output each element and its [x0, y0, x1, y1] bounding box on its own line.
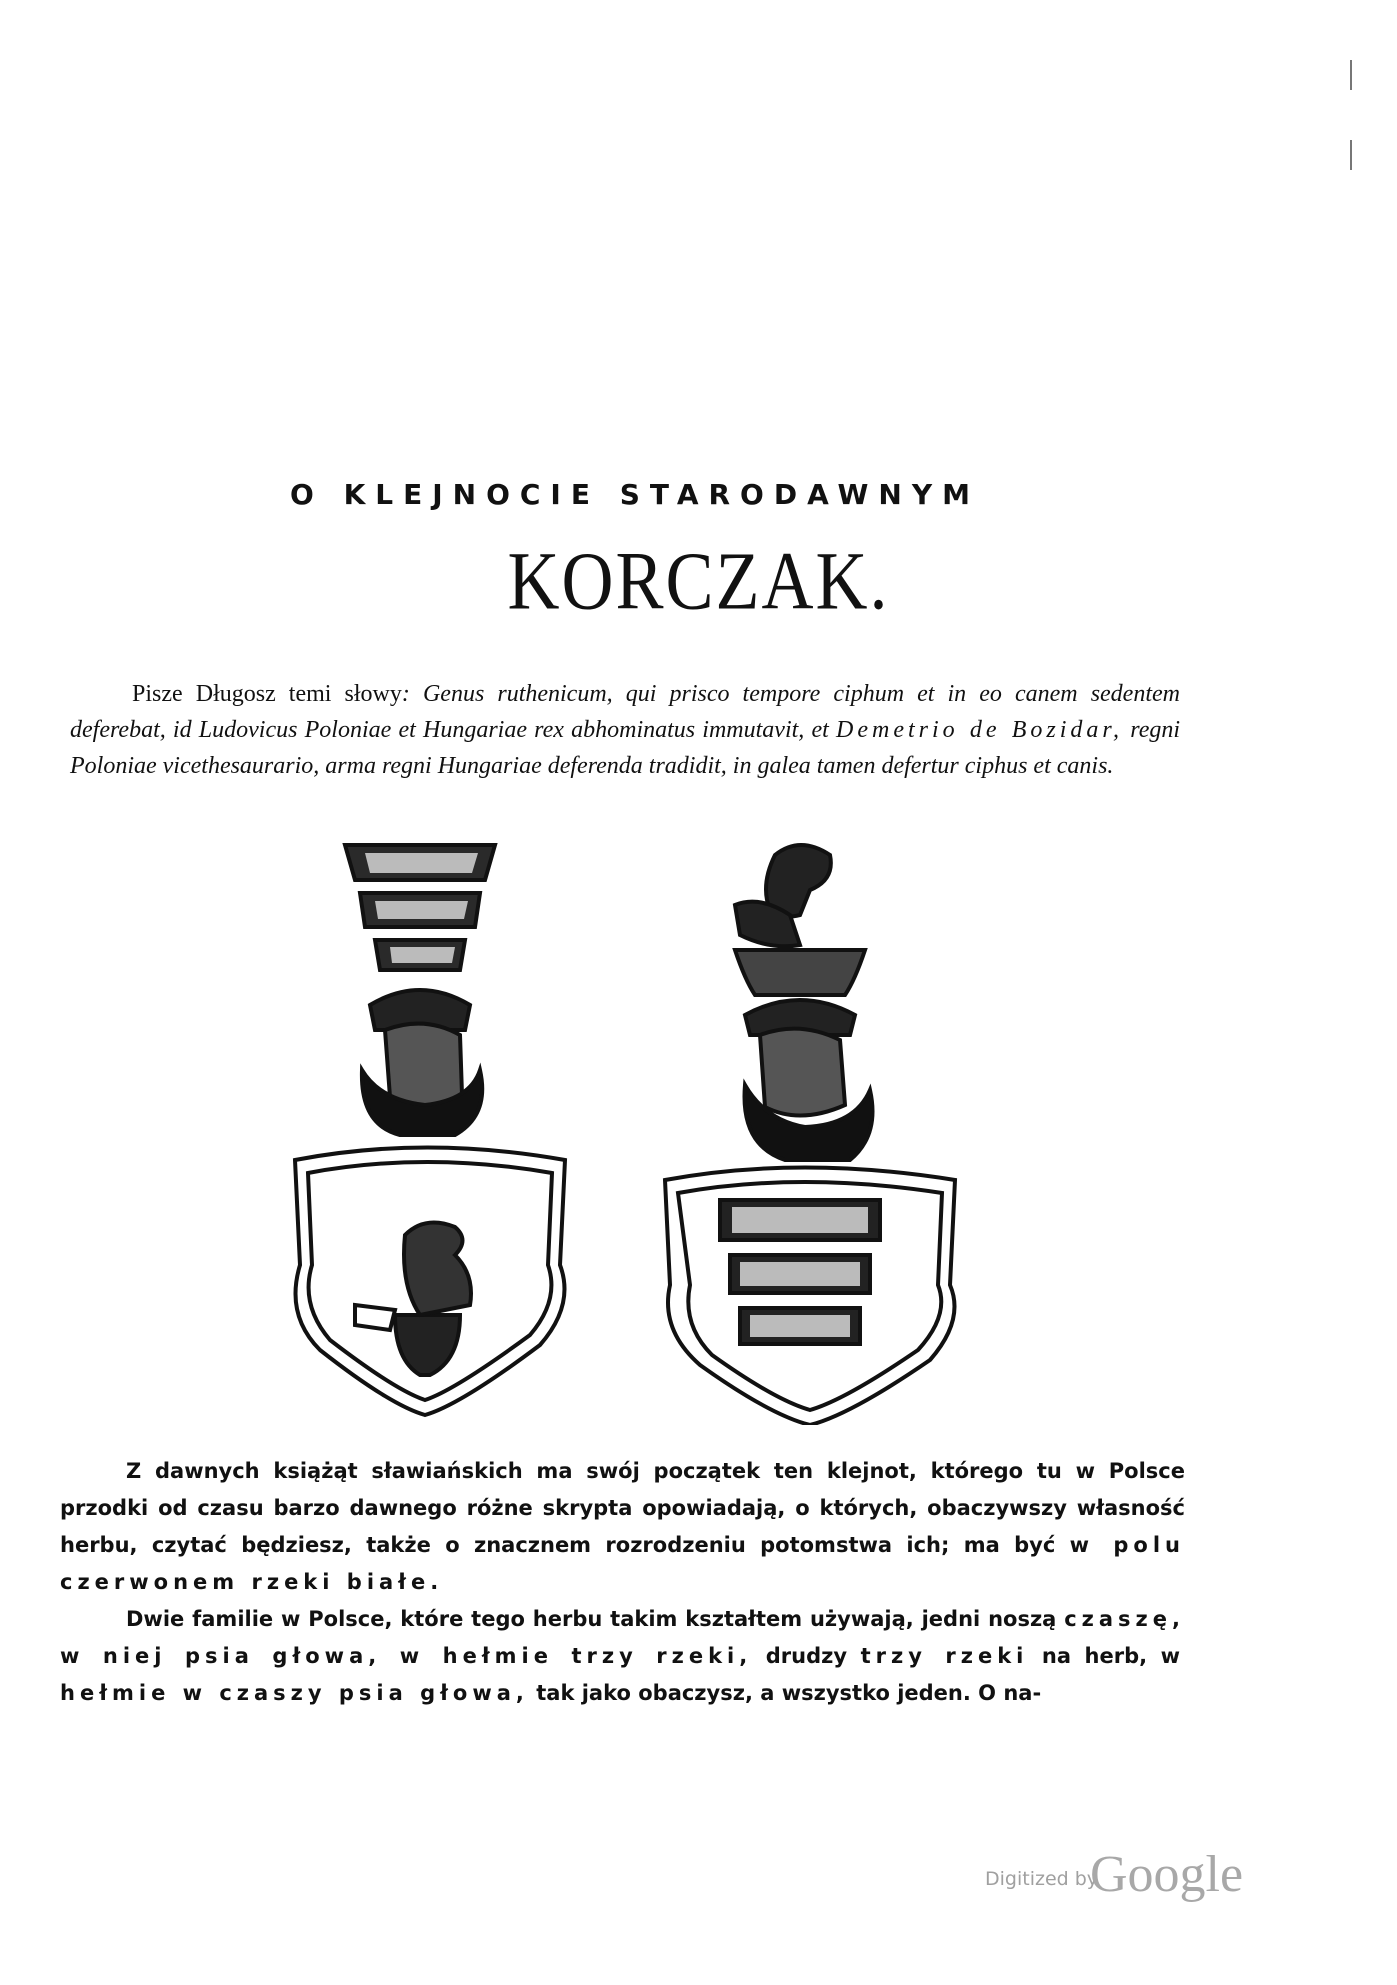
section-superheading: O KLEJNOCIE STARODAWNYM: [290, 478, 980, 511]
intro-colon: :: [401, 681, 410, 707]
left-coat-of-arms: [295, 845, 565, 1415]
body-text: [60, 1453, 1185, 1712]
latin-spaced-name: Demetrio de Bozidar,: [836, 717, 1124, 743]
p2-text-a: Dwie familie w Polsce, które tego herbu takim kształtem używają, jedni noszą: [126, 1607, 1057, 1631]
intro-pre: Pisze Długosz temi słowy: [132, 681, 402, 707]
latin-quote-2: regni Poloniae vicethesaurario, arma regni Hungariae deferenda tradidit, in galea tamen defertur ciphus et canis.: [70, 717, 1181, 779]
p2-emphasis-a: czaszę, w niej psia głowa, w hełmie trzy rzeki,: [60, 1607, 1186, 1668]
digitized-label: Digitized by: [985, 1868, 1099, 1890]
p2-text-e: na herb,: [1041, 1644, 1148, 1668]
intro-paragraph: [70, 676, 1180, 784]
right-coat-of-arms: [665, 845, 955, 1425]
p2-text-g: tak jako obaczysz, a wszystko jeden. O na-: [536, 1681, 1042, 1705]
p2-emphasis-c: w hełmie w czaszy psia głowa,: [60, 1644, 1186, 1705]
scan-mark: [1350, 140, 1352, 170]
p1-text: Z dawnych książąt sławiańskich ma swój początek ten klejnot, którego tu w Polsce przodki od czasu barzo dawnego różne skrypta opowiadają, o których, obaczywszy własność herbu, czytać będziesz, także o znacznem rozrodzeniu potomstwa ich; ma być: [60, 1459, 1185, 1557]
google-logo: Google: [1090, 1846, 1244, 1903]
latin-quote-1: Genus ruthenicum, qui prisco tempore ciphum et in eo canem sedentem deferebat, id Ludovicus Poloniae et Hungariae rex abhominatus immutavit, et: [70, 681, 1180, 743]
p2-emphasis-b: trzy rzeki: [860, 1644, 1029, 1668]
p2-text-c: drudzy: [765, 1644, 848, 1668]
coats-of-arms-illustration: [0, 835, 1397, 1425]
scan-mark: [1350, 60, 1352, 90]
page-title: KORCZAK.: [507, 534, 890, 627]
body-paragraph-2: [60, 1601, 1185, 1712]
body-paragraph-1: [60, 1453, 1185, 1601]
p1-emphasis: w polu czerwonem rzeki białe.: [60, 1533, 1185, 1594]
